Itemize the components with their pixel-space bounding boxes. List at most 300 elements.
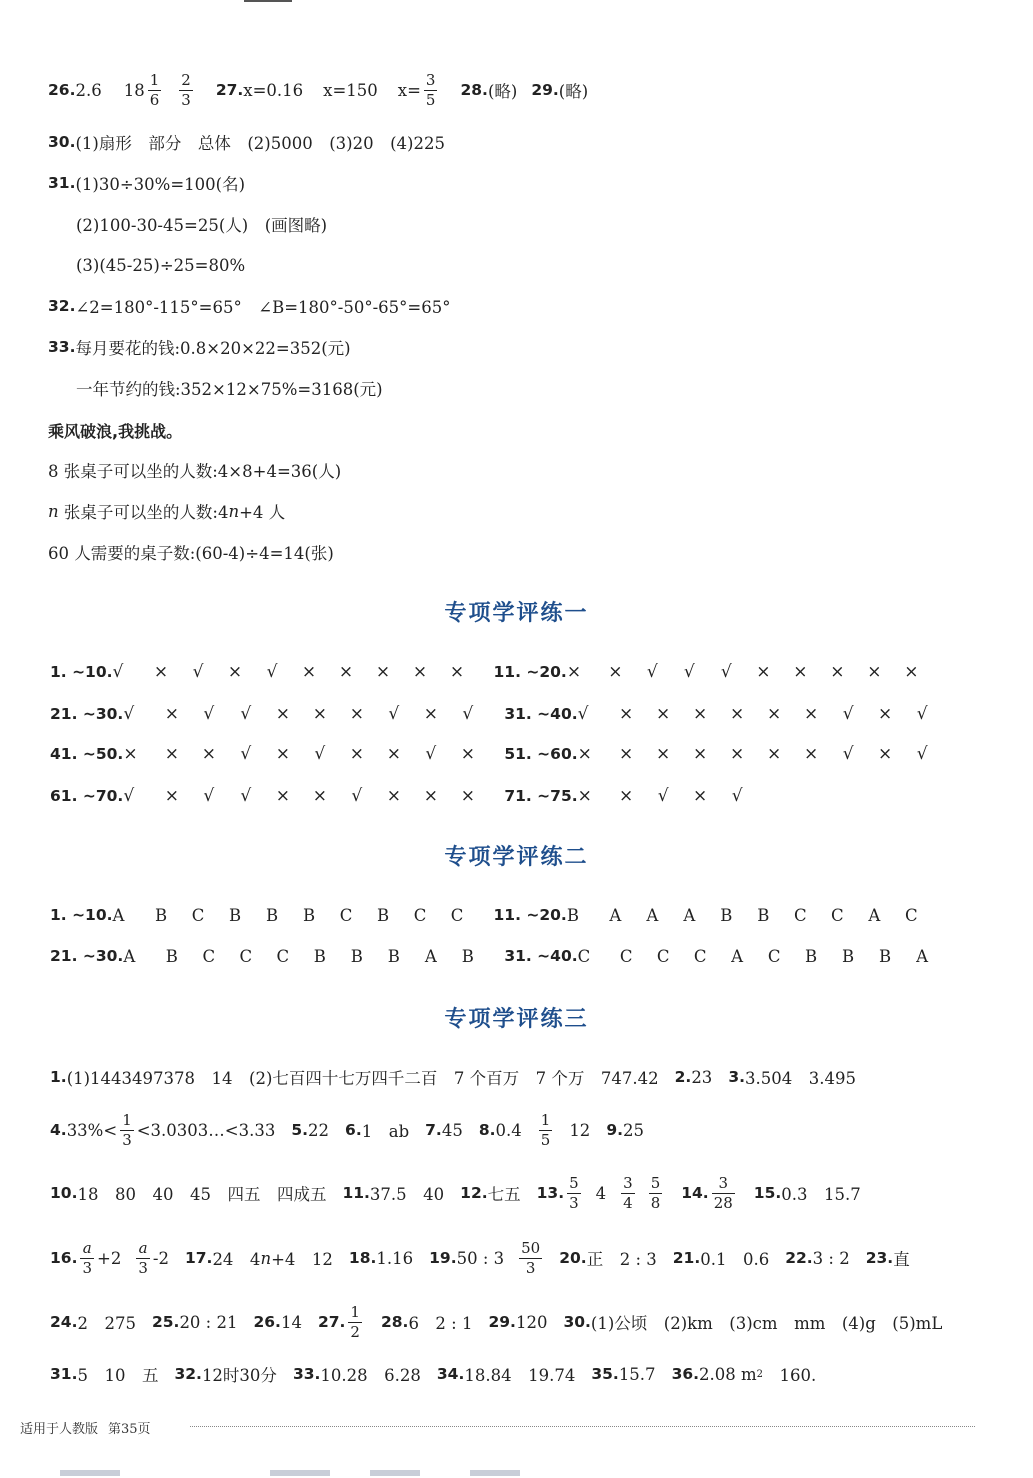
answer-mark: √ xyxy=(842,704,854,724)
q-num: 8. xyxy=(478,1121,496,1139)
answer-mark: C xyxy=(202,946,216,966)
q-num: 9. xyxy=(606,1121,623,1139)
answer-mark: √ xyxy=(425,744,437,764)
answer-mark: × xyxy=(123,744,138,764)
q-num: 29. xyxy=(531,81,559,99)
q-num: 29. xyxy=(488,1313,516,1331)
answer-mark: √ xyxy=(351,786,363,806)
q-num: 18. xyxy=(348,1249,377,1267)
numerator: 50 xyxy=(521,1238,541,1257)
bottom-strip xyxy=(60,1470,120,1476)
q-num: 28. xyxy=(380,1313,409,1331)
answer-mark: × xyxy=(153,662,169,682)
answer: (2)100-30-45=25(人) (画图略) xyxy=(76,216,328,235)
answer-mark: × xyxy=(423,704,438,724)
answer-mark: × xyxy=(386,786,401,806)
answer-mark: × xyxy=(619,744,634,764)
answer-mark: B xyxy=(842,946,855,966)
answer-mark: √ xyxy=(646,662,658,682)
answer-mark: A xyxy=(112,905,125,925)
answer-mark: × xyxy=(312,704,327,724)
numerator: 3 xyxy=(425,70,436,89)
answer-row xyxy=(50,776,756,816)
answer-mark: × xyxy=(338,662,354,682)
page-number: 第35页 xyxy=(108,1422,151,1437)
q-num: 30. xyxy=(48,133,76,151)
fraction xyxy=(136,1238,150,1277)
range-label: 41. ~50. xyxy=(50,745,124,763)
answer-mark: C xyxy=(693,946,707,966)
q-num: 24. xyxy=(50,1313,78,1331)
answer: 160. xyxy=(763,1366,817,1385)
q-num: 11. xyxy=(342,1184,370,1202)
answer-mark: B xyxy=(154,905,168,925)
section-title-1: 专项学评练一 xyxy=(444,601,589,626)
q-num: 33. xyxy=(48,338,76,356)
answer: 1.16 xyxy=(376,1248,414,1268)
answer-mark: B xyxy=(387,946,400,966)
q-num: 12. xyxy=(460,1184,488,1202)
answer: 37.5 40 xyxy=(369,1185,445,1204)
answer-mark: × xyxy=(619,786,634,806)
answer: 5 10 五 xyxy=(77,1366,159,1385)
answer-mark: B xyxy=(757,905,770,925)
answer-line-31-2 xyxy=(76,204,327,244)
q-num: 32. xyxy=(48,297,76,315)
answer: 12时30分 xyxy=(201,1366,277,1385)
answer-mark: × xyxy=(767,744,782,764)
answer: 12 xyxy=(569,1120,591,1140)
answer-mark: √ xyxy=(192,662,204,682)
answer-mark: × xyxy=(767,704,782,724)
answer: 1 ab xyxy=(361,1122,410,1141)
fraction xyxy=(712,1173,735,1212)
numerator: 1 xyxy=(350,1302,360,1321)
answer-line-26-29 xyxy=(48,70,588,110)
answer-line-33 xyxy=(48,327,351,367)
answer: (1)30÷30%=100(名) xyxy=(75,175,246,194)
q-num: 10. xyxy=(50,1184,78,1202)
answer-mark: A xyxy=(683,905,696,925)
answer: (1)扇形 部分 总体 (2)5000 (3)20 (4)225 xyxy=(75,134,445,153)
answer: 0.1 0.6 xyxy=(700,1250,770,1269)
numerator: a xyxy=(138,1238,148,1257)
answer-mark: A xyxy=(916,946,929,966)
answer: 8 张桌子可以坐的人数:4×8+4=36(人) xyxy=(48,462,342,481)
answer-mark: B xyxy=(350,946,363,966)
range-label: 21. ~30. xyxy=(50,947,124,965)
answer-mark: × xyxy=(804,744,819,764)
q-num: 16. xyxy=(50,1249,78,1267)
fraction xyxy=(649,1173,663,1212)
fraction xyxy=(539,1110,553,1149)
answer: 50 : 3 xyxy=(456,1248,505,1268)
answer-mark: C xyxy=(276,946,290,966)
answer-mark: × xyxy=(577,786,592,806)
answer-row xyxy=(50,694,941,734)
fraction xyxy=(424,70,438,109)
numerator: 5 xyxy=(650,1173,661,1192)
variable: n xyxy=(260,1248,272,1268)
answer-mark: C xyxy=(413,905,427,925)
answer: 2.08 m xyxy=(699,1364,757,1384)
answer-mark: × xyxy=(793,662,808,682)
q-num: 34. xyxy=(436,1365,465,1383)
answer-mark: √ xyxy=(577,704,589,724)
answer-mark: C xyxy=(450,905,464,925)
section-title-2: 专项学评练二 xyxy=(444,845,589,870)
top-mark xyxy=(244,0,292,2)
answer-mark: × xyxy=(201,744,216,764)
answer: 18.84 19.74 xyxy=(464,1366,576,1385)
numerator: 3 xyxy=(718,1173,729,1192)
answer: (略) xyxy=(558,82,589,101)
answer: 45 xyxy=(441,1120,463,1140)
answer: 22 xyxy=(308,1120,330,1140)
answer: 七五 xyxy=(487,1185,521,1204)
answer-mark: × xyxy=(449,662,465,682)
answer-mark: C xyxy=(905,905,918,925)
answer-mark: × xyxy=(412,662,428,682)
bottom-strip xyxy=(270,1470,330,1476)
answer-mark: √ xyxy=(203,704,215,724)
answer: 每月要花的钱:0.8×20×22=352(元) xyxy=(75,339,351,358)
answer: 0.3 15.7 xyxy=(781,1185,861,1204)
answer-mark: √ xyxy=(314,744,326,764)
q-num: 19. xyxy=(429,1249,457,1267)
answer-mark: × xyxy=(608,662,623,682)
s3-line-6 xyxy=(50,1354,816,1394)
answer-mark: C xyxy=(767,946,781,966)
range-label: 31. ~40. xyxy=(504,947,578,965)
answer-mark: × xyxy=(577,744,592,764)
q-num: 31. xyxy=(50,1365,78,1383)
answer-mark: √ xyxy=(720,662,732,682)
numerator: 5 xyxy=(569,1173,579,1192)
answer-mark: × xyxy=(301,662,317,682)
q-num: 26. xyxy=(253,1313,281,1331)
answer: 直 xyxy=(893,1250,910,1269)
answer: 0.4 xyxy=(495,1120,522,1140)
answer: (1)1443497378 14 (2)七百四十七万四千二百 7 个百万 7 个万 747.42 xyxy=(66,1069,659,1088)
answer-row xyxy=(50,895,930,935)
answer: 25 xyxy=(623,1120,644,1140)
answer-mark: × xyxy=(164,704,179,724)
answer-mark: B xyxy=(265,905,279,925)
denominator: 5 xyxy=(540,1130,551,1149)
q-num: 6. xyxy=(345,1121,362,1139)
answer-row xyxy=(50,734,941,774)
q-num: 33. xyxy=(292,1365,321,1383)
fraction xyxy=(148,70,162,109)
denominator: 3 xyxy=(82,1258,93,1277)
answer-mark: B xyxy=(313,946,326,966)
answer-mark: × xyxy=(566,662,582,682)
answer: 张桌子可以坐的人数:4 xyxy=(58,503,229,522)
answer-mark: √ xyxy=(240,704,252,724)
answer-mark: × xyxy=(730,704,745,724)
s3-line-5 xyxy=(50,1302,942,1342)
s3-line-3 xyxy=(50,1173,861,1213)
answer-mark: × xyxy=(349,744,364,764)
answer-mark: × xyxy=(693,786,708,806)
answer-mark: × xyxy=(878,744,893,764)
q-num: 4. xyxy=(50,1121,67,1139)
answer-mark: C xyxy=(339,905,353,925)
answer-mark: C xyxy=(656,946,670,966)
answer-mark: A xyxy=(424,946,437,966)
answer: x=0.16 xyxy=(243,80,304,100)
answer-mark: √ xyxy=(916,704,928,724)
answer-mark: √ xyxy=(683,662,695,682)
range-label: 1. ~10. xyxy=(50,663,113,681)
range-label: 1. ~10. xyxy=(50,906,113,924)
answer: x= xyxy=(397,80,421,100)
answer: 24 4 xyxy=(212,1250,261,1269)
fraction xyxy=(519,1238,542,1277)
answer: 10.28 6.28 xyxy=(320,1366,421,1385)
range-label: 11. ~20. xyxy=(493,663,567,681)
fraction xyxy=(179,70,193,109)
answer-mark: C xyxy=(619,946,633,966)
answer: 23 xyxy=(691,1067,713,1087)
answer-mark: A xyxy=(868,905,881,925)
denominator: 28 xyxy=(713,1193,733,1212)
answer-mark: × xyxy=(275,786,290,806)
answer-mark: × xyxy=(656,704,671,724)
q-num: 20. xyxy=(559,1249,587,1267)
denominator: 8 xyxy=(650,1193,661,1212)
numerator: 3 xyxy=(623,1173,633,1192)
denominator: 4 xyxy=(623,1193,633,1212)
fraction xyxy=(348,1302,362,1341)
answer-mark: B xyxy=(879,946,892,966)
answer-mark: A xyxy=(123,946,136,966)
answer-mark: √ xyxy=(240,744,252,764)
q-num: 21. xyxy=(672,1249,701,1267)
answer-mark: × xyxy=(730,744,745,764)
answer-mark: B xyxy=(805,946,818,966)
answer-mark: √ xyxy=(916,744,928,764)
answer-mark: √ xyxy=(731,786,743,806)
answer: 2.6 xyxy=(75,80,102,100)
answer-mark: B xyxy=(566,905,579,925)
answer: 20 : 21 xyxy=(179,1312,238,1332)
answer-mark: √ xyxy=(462,704,474,724)
answer: (1)公顷 (2)km (3)cm mm (4)g (5)mL xyxy=(590,1314,943,1333)
answer-mark: × xyxy=(164,744,179,764)
denominator: 5 xyxy=(425,90,436,109)
answer-mark: B xyxy=(461,946,474,966)
numerator: 1 xyxy=(149,70,160,89)
q-num: 25. xyxy=(151,1313,180,1331)
answer-mark: B xyxy=(302,905,316,925)
answer-line-31 xyxy=(48,163,245,203)
answer-mark: √ xyxy=(112,662,124,682)
answer: x=150 xyxy=(323,80,378,100)
answer-mark: √ xyxy=(203,786,215,806)
bottom-strip xyxy=(470,1470,520,1476)
numerator: a xyxy=(82,1238,92,1257)
q-num: 28. xyxy=(460,81,488,99)
q-num: 35. xyxy=(591,1365,619,1383)
q-num: 5. xyxy=(291,1121,309,1139)
answer-mark: √ xyxy=(842,744,854,764)
answer-mark: × xyxy=(275,704,290,724)
answer-mark: C xyxy=(831,905,844,925)
q-num: 22. xyxy=(785,1249,813,1267)
answer-mark: × xyxy=(619,704,634,724)
edition-label: 适用于人教版 xyxy=(20,1422,99,1437)
challenge-heading xyxy=(48,410,182,450)
footer-rule xyxy=(190,1426,975,1427)
range-label: 61. ~70. xyxy=(50,787,124,805)
answer-line-30 xyxy=(48,122,445,162)
s3-line-1 xyxy=(50,1057,856,1097)
denominator: 3 xyxy=(181,90,191,109)
answer-mark: × xyxy=(460,786,475,806)
answer-mark: C xyxy=(794,905,807,925)
q-num: 30. xyxy=(563,1313,591,1331)
answer-mark: B xyxy=(165,946,178,966)
q-num: 3. xyxy=(728,1068,745,1086)
whole: 18 xyxy=(123,80,145,100)
q-num: 14. xyxy=(681,1184,709,1202)
range-label: 51. ~60. xyxy=(504,745,578,763)
answer-mark: √ xyxy=(240,786,252,806)
q-num: 36. xyxy=(671,1365,700,1383)
page-footer xyxy=(20,1418,151,1437)
answer-mark: × xyxy=(275,744,290,764)
answer-mark: × xyxy=(312,786,327,806)
answer: 4 xyxy=(595,1183,607,1203)
q-num: 23. xyxy=(865,1249,894,1267)
q-num: 27. xyxy=(215,81,244,99)
answer: 6 2 : 1 xyxy=(408,1314,473,1333)
answer-mark: C xyxy=(191,905,205,925)
mixed-fraction xyxy=(123,70,165,109)
answer-mark: × xyxy=(693,744,708,764)
challenge-line-3 xyxy=(48,532,334,572)
answer-mark: × xyxy=(460,744,475,764)
answer-mark: × xyxy=(423,786,438,806)
answer-mark: × xyxy=(830,662,845,682)
q-num: 15. xyxy=(753,1184,782,1202)
q-num: 7. xyxy=(425,1121,442,1139)
answer-mark: √ xyxy=(123,786,135,806)
fraction xyxy=(80,1238,94,1277)
challenge-line-1 xyxy=(48,450,341,490)
answer-mark: × xyxy=(656,744,671,764)
q-num: 32. xyxy=(174,1365,202,1383)
s3-line-2 xyxy=(50,1110,644,1150)
fraction xyxy=(621,1173,635,1212)
range-label: 71. ~75. xyxy=(504,787,578,805)
answer-mark: √ xyxy=(123,704,135,724)
answer: ∠2=180°-115°=65° ∠B=180°-50°-65°=65° xyxy=(75,298,451,317)
range-label: 31. ~40. xyxy=(504,705,578,723)
answer-mark: × xyxy=(804,704,819,724)
s3-line-4 xyxy=(50,1238,910,1278)
answer-mark: √ xyxy=(657,786,669,806)
answer: 3 : 2 xyxy=(812,1248,850,1268)
variable: n xyxy=(228,501,240,521)
numerator: 1 xyxy=(122,1110,132,1129)
q-num: 27. xyxy=(317,1313,346,1331)
answer-mark: × xyxy=(375,662,391,682)
heading: 乘风破浪,我挑战。 xyxy=(48,421,183,441)
q-num: 31. xyxy=(48,174,76,192)
answer-mark: C xyxy=(577,946,591,966)
q-num: 1. xyxy=(50,1068,67,1086)
answer-mark: A xyxy=(609,905,622,925)
answer: (3)(45-25)÷25=80% xyxy=(76,255,246,275)
answer: +2 xyxy=(97,1248,122,1268)
answer-line-33-2 xyxy=(76,368,383,408)
answer: 15.7 xyxy=(618,1364,656,1384)
answer-mark: × xyxy=(164,786,179,806)
denominator: 3 xyxy=(122,1130,132,1149)
denominator: 3 xyxy=(138,1258,148,1277)
answer-row xyxy=(50,652,930,692)
answer-mark: × xyxy=(349,704,364,724)
answer-line-32 xyxy=(48,286,450,326)
answer-mark: × xyxy=(693,704,708,724)
answer: +4 人 xyxy=(239,503,286,522)
numerator: 1 xyxy=(540,1110,551,1129)
answer-mark: × xyxy=(756,662,771,682)
answer: 2 275 xyxy=(77,1314,136,1333)
answer: -2 xyxy=(152,1248,169,1268)
answer: (略) xyxy=(487,82,518,101)
answer-mark: × xyxy=(878,704,893,724)
q-num: 17. xyxy=(184,1249,213,1267)
answer: 120 xyxy=(515,1312,548,1332)
answer-mark: B xyxy=(376,905,390,925)
answer-row xyxy=(50,936,941,976)
denominator: 2 xyxy=(350,1322,360,1341)
denominator: 3 xyxy=(525,1258,536,1277)
answer: 3.504 3.495 xyxy=(745,1069,856,1088)
answer: 14 xyxy=(280,1312,302,1332)
denominator: 6 xyxy=(149,90,160,109)
answer-mark: × xyxy=(227,662,243,682)
answer-mark: B xyxy=(228,905,242,925)
bottom-strip xyxy=(370,1470,420,1476)
q-num: 13. xyxy=(536,1184,565,1202)
answer-mark: × xyxy=(904,662,919,682)
answer: <3.0303…<3.33 xyxy=(136,1120,276,1140)
answer: +4 12 xyxy=(271,1250,333,1269)
answer-mark: × xyxy=(867,662,882,682)
answer-mark: A xyxy=(646,905,659,925)
q-num: 2. xyxy=(674,1068,692,1086)
range-label: 21. ~30. xyxy=(50,705,124,723)
answer: 一年节约的钱:352×12×75%=3168(元) xyxy=(76,380,383,399)
answer-mark: B xyxy=(720,905,733,925)
denominator: 3 xyxy=(569,1193,579,1212)
q-num: 26. xyxy=(48,81,76,99)
answer: 60 人需要的桌子数:(60-4)÷4=14(张) xyxy=(48,544,334,563)
answer-mark: √ xyxy=(388,704,400,724)
answer: 正 2 : 3 xyxy=(586,1250,657,1269)
answer-mark: √ xyxy=(266,662,278,682)
answer: 33%< xyxy=(66,1120,118,1140)
range-label: 11. ~20. xyxy=(493,906,567,924)
answer-mark: A xyxy=(731,946,744,966)
superscript: 2 xyxy=(756,1368,764,1380)
section-title-3: 专项学评练三 xyxy=(444,1007,589,1032)
